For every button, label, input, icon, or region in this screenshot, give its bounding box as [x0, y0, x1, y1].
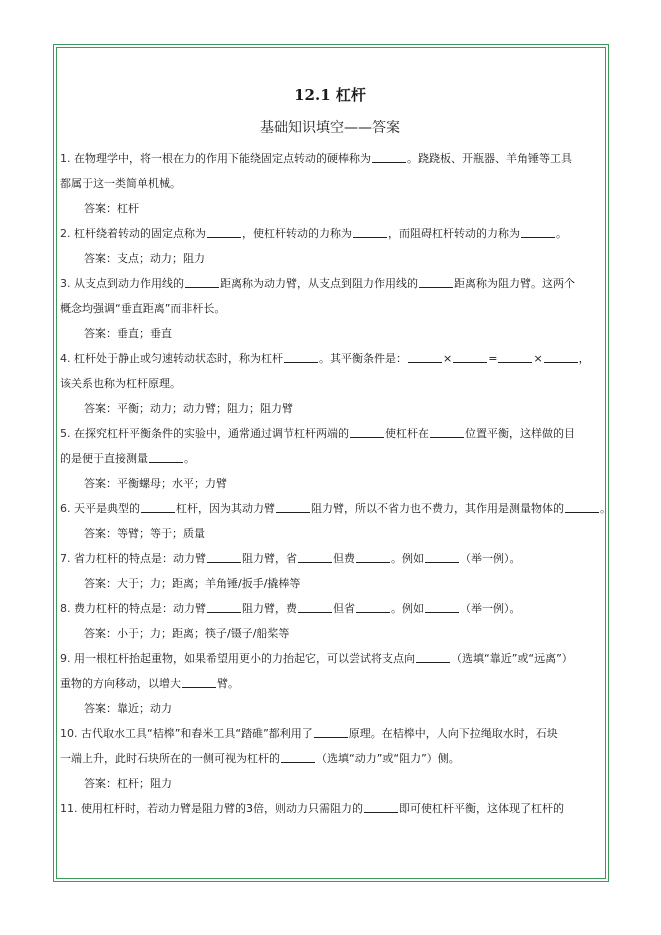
question-number: 6. — [60, 502, 71, 515]
fill-blank — [565, 500, 599, 513]
fill-blank — [544, 350, 578, 363]
text-segment: × — [443, 352, 453, 365]
question-7 — [60, 546, 606, 571]
text-segment: 。例如 — [391, 552, 424, 565]
text-segment: 费力杠杆的特点是：动力臂 — [74, 602, 206, 615]
text-segment: 支点；动力；阻力 — [117, 252, 205, 265]
text-segment: （举一例）。 — [460, 552, 521, 565]
answer-5 — [60, 471, 606, 496]
text-segment: 但费 — [333, 552, 355, 565]
question-6 — [60, 496, 611, 521]
fill-blank — [149, 450, 183, 463]
answer-6 — [60, 521, 606, 546]
text-segment: 小于；力；距离；筷子/镊子/船桨等 — [117, 627, 290, 640]
text-segment: 用一根杠杆抬起重物，如果希望用更小的力抬起它，可以尝试将支点向 — [74, 652, 415, 665]
text-segment: 答案： — [84, 202, 117, 215]
text-segment: 重物的方向移动，以增大 — [60, 677, 181, 690]
question-number: 3. — [60, 277, 71, 290]
question-4 — [60, 346, 606, 371]
question-3 — [60, 271, 606, 296]
text-segment: ， — [578, 352, 590, 365]
answer-2 — [60, 246, 606, 271]
question-1-line2: 都属于这一类简单机械。 — [60, 177, 181, 190]
text-segment: 答案： — [84, 702, 117, 715]
fill-blank — [350, 425, 384, 438]
fill-blank — [298, 550, 332, 563]
answer-3 — [60, 321, 606, 346]
answer-4 — [60, 396, 606, 421]
fill-blank — [298, 600, 332, 613]
question-number: 1. — [60, 152, 71, 165]
text-segment: 。其平衡条件是： — [319, 352, 407, 365]
question-number: 5. — [60, 427, 71, 440]
fill-blank — [372, 150, 406, 163]
question-number: 11. — [60, 802, 78, 815]
fill-blank — [416, 650, 450, 663]
fill-blank — [430, 425, 464, 438]
text-segment: 杠杆 — [117, 202, 139, 215]
text-segment: 答案： — [84, 777, 117, 790]
answer-8 — [60, 621, 606, 646]
fill-blank — [185, 275, 219, 288]
text-segment: 即可使杠杆平衡，这体现了杠杆的 — [399, 802, 564, 815]
fill-blank — [207, 225, 241, 238]
page-subtitle: 基础知识填空——答案 — [260, 120, 400, 136]
text-segment: 距离称为阻力臂。这两个 — [454, 277, 575, 290]
text-segment: 答案： — [84, 577, 117, 590]
fill-blank — [182, 675, 216, 688]
fill-blank — [281, 750, 315, 763]
text-segment: ，而阻碍杠杆转动的力称为 — [388, 227, 520, 240]
text-segment: （选填“动力”或“阻力”）侧。 — [316, 752, 460, 765]
question-11 — [60, 796, 606, 821]
text-segment: × — [533, 352, 543, 365]
fill-blank — [521, 225, 555, 238]
fill-blank — [364, 800, 398, 813]
text-segment: 答案： — [84, 402, 117, 415]
text-segment: 。 — [184, 452, 195, 465]
text-segment: 答案： — [84, 477, 117, 490]
text-segment: 答案： — [84, 327, 117, 340]
question-number: 2. — [60, 227, 71, 240]
text-segment: 平衡；动力；动力臂；阻力；阻力臂 — [117, 402, 293, 415]
text-segment: 在探究杠杆平衡条件的实验中，通常通过调节杠杆两端的 — [74, 427, 349, 440]
question-3-line2: 概念均强调“垂直距离”而非杆长。 — [60, 302, 226, 315]
question-5-line2 — [60, 446, 606, 471]
question-1 — [60, 146, 606, 171]
document-body — [60, 80, 611, 821]
fill-blank — [453, 350, 487, 363]
text-segment: 阻力臂，所以不省力也不费力，其作用是测量物体的 — [311, 502, 564, 515]
fill-blank — [498, 350, 532, 363]
text-segment: 阻力臂，省 — [242, 552, 297, 565]
text-segment: 垂直；垂直 — [117, 327, 172, 340]
question-10 — [60, 721, 606, 746]
fill-blank — [425, 550, 459, 563]
fill-blank — [353, 225, 387, 238]
text-segment: ，使杠杆转动的力称为 — [242, 227, 352, 240]
text-segment: （举一例）。 — [460, 602, 521, 615]
fill-blank — [356, 600, 390, 613]
text-segment: 使杠杆在 — [385, 427, 429, 440]
fill-blank — [207, 600, 241, 613]
text-segment: 平衡螺母；水平；力臂 — [117, 477, 227, 490]
question-number: 9. — [60, 652, 71, 665]
text-segment: = — [488, 352, 498, 365]
question-2 — [60, 221, 606, 246]
text-segment: 在物理学中，将一根在力的作用下能绕固定点转动的硬棒称为 — [74, 152, 371, 165]
page-title: 12.1 杠杆 — [294, 86, 366, 104]
question-9-line2 — [60, 671, 606, 696]
text-segment: 杠杆处于静止或匀速转动状态时，称为杠杆 — [74, 352, 283, 365]
fill-blank — [314, 725, 348, 738]
fill-blank — [207, 550, 241, 563]
text-segment: 靠近；动力 — [117, 702, 172, 715]
question-number: 10. — [60, 727, 78, 740]
fill-blank — [425, 600, 459, 613]
text-segment: 臂。 — [217, 677, 239, 690]
question-number: 4. — [60, 352, 71, 365]
text-segment: 答案： — [84, 627, 117, 640]
text-segment: 的是便于直接测量 — [60, 452, 148, 465]
text-segment: 。 — [600, 502, 611, 515]
question-8 — [60, 596, 606, 621]
question-10-line2 — [60, 746, 606, 771]
text-segment: 大于；力；距离；羊角锤/扳手/撬棒等 — [117, 577, 301, 590]
fill-blank — [141, 500, 175, 513]
text-segment: 答案： — [84, 252, 117, 265]
text-segment: 。跷跷板、开瓶器、羊角锤等工具 — [407, 152, 572, 165]
text-segment: 省力杠杆的特点是：动力臂 — [74, 552, 206, 565]
text-segment: 。 — [556, 227, 567, 240]
answer-9 — [60, 696, 606, 721]
text-segment: 杠杆绕着转动的固定点称为 — [74, 227, 206, 240]
fill-blank — [356, 550, 390, 563]
text-segment: 距离称为动力臂，从支点到阻力作用线的 — [220, 277, 418, 290]
text-segment: 使用杠杆时，若动力臂是阻力臂的3倍，则动力只需阻力的 — [81, 802, 363, 815]
answer-1 — [60, 196, 606, 221]
question-4-line2: 该关系也称为杠杆原理。 — [60, 377, 181, 390]
text-segment: 天平是典型的 — [74, 502, 140, 515]
question-9 — [60, 646, 606, 671]
question-5 — [60, 421, 606, 446]
text-segment: 从支点到动力作用线的 — [74, 277, 184, 290]
text-segment: 杠杆，因为其动力臂 — [176, 502, 275, 515]
fill-blank — [284, 350, 318, 363]
question-number: 7. — [60, 552, 71, 565]
text-segment: 原理。在桔槔中，人向下拉绳取水时，石块 — [348, 727, 558, 740]
question-number: 8. — [60, 602, 71, 615]
text-segment: 。例如 — [391, 602, 424, 615]
answer-7 — [60, 571, 606, 596]
text-segment: 杠杆；阻力 — [117, 777, 172, 790]
text-segment: 一端上升，此时石块所在的一侧可视为杠杆的 — [60, 752, 280, 765]
fill-blank — [419, 275, 453, 288]
text-segment: 位置平衡，这样做的目 — [465, 427, 575, 440]
text-segment: 古代取水工具“桔槔”和舂米工具“踏碓”都利用了 — [81, 727, 313, 740]
fill-blank — [276, 500, 310, 513]
text-segment: 但省 — [333, 602, 355, 615]
fill-blank — [408, 350, 442, 363]
answer-10 — [60, 771, 606, 796]
text-segment: （选填“靠近”或“远离”） — [451, 652, 573, 665]
text-segment: 阻力臂，费 — [242, 602, 297, 615]
text-segment: 等臂；等于；质量 — [117, 527, 205, 540]
text-segment: 答案： — [84, 527, 117, 540]
